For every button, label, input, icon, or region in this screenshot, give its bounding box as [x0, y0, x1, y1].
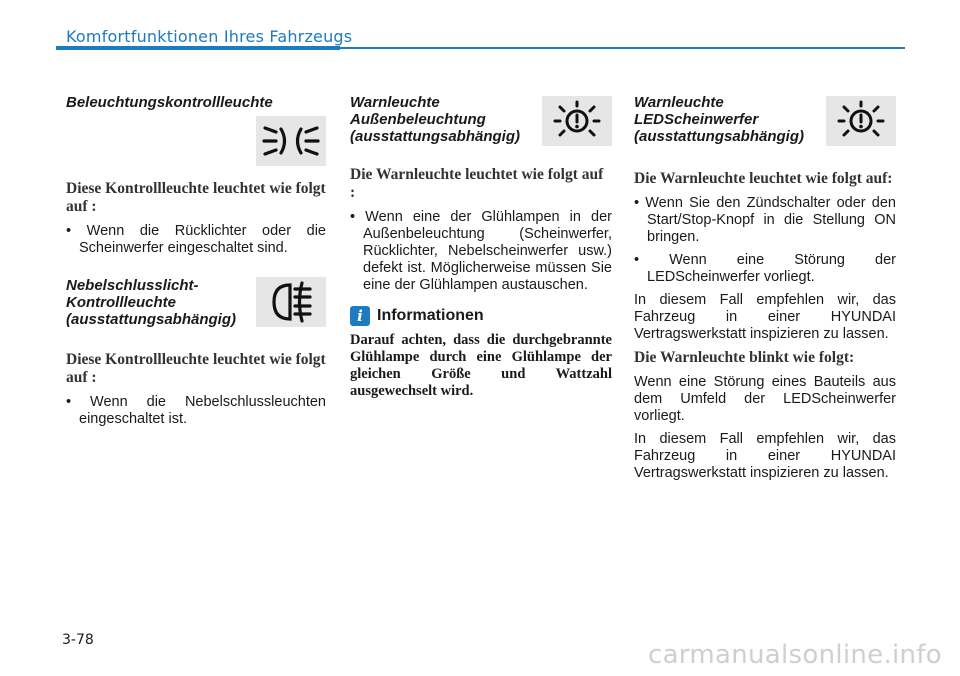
list-item: • Wenn die Rücklichter oder die Scheinwerfer eingeschaltet sind.	[66, 223, 326, 256]
page-number: 3-78	[62, 632, 94, 648]
section-heading: Nebelschlusslicht- Kontrollleuchte (ausstattungsabhängig)	[66, 277, 237, 328]
icon-box	[256, 277, 326, 327]
section-heading: Warnleuchte Außenbeleuchtung (ausstattungsabhängig)	[350, 94, 521, 145]
info-text: Darauf achten, dass die durchgebrannte Glühlampe durch eine Glühlampe der gleichen Größe und Wattzahl ausgewechselt wird.	[350, 332, 612, 399]
paragraph: Wenn eine Störung eines Bauteils aus dem Umfeld der LEDScheinwerfer vorliegt.	[634, 374, 896, 424]
list-item: • Wenn die Nebelschlussleuchten eingeschaltet ist.	[66, 394, 326, 427]
lead-text: Diese Kontrollleuchte leuchtet wie folgt auf :	[66, 180, 326, 215]
info-icon: i	[350, 306, 370, 326]
icon-box	[826, 96, 896, 146]
icon-box	[256, 116, 326, 166]
info-title: Informationen	[377, 307, 484, 324]
list-item: • Wenn eine der Glühlampen in der Außenbeleuchtung (Scheinwerfer, Rücklichter, Nebelscheinwerfer usw.) defekt ist. Möglicherweise müssen Sie eine der Glühlampen austauschen.	[350, 209, 612, 293]
list-item: • Wenn eine Störung der LEDScheinwerfer vorliegt.	[634, 252, 896, 285]
rear-fog-lamp-icon	[260, 279, 322, 325]
lead-text: Die Warnleuchte blinkt wie folgt:	[634, 349, 855, 366]
watermark: carmanualsonline.info	[647, 640, 942, 670]
info-box	[350, 306, 612, 400]
position-lamp-icon	[260, 119, 322, 163]
section-position-lamp	[66, 92, 326, 257]
lead-text: Diese Kontrollleuchte leuchtet wie folgt auf :	[66, 351, 326, 386]
section-title: Komfortfunktionen Ihres Fahrzeugs	[66, 27, 353, 46]
paragraph: In diesem Fall empfehlen wir, das Fahrzeug in einer HYUNDAI Vertragswerkstatt inspizieren zu lassen.	[634, 292, 896, 342]
paragraph: In diesem Fall empfehlen wir, das Fahrzeug in einer HYUNDAI Vertragswerkstatt inspizieren zu lassen.	[634, 431, 896, 481]
column-middle	[350, 92, 612, 400]
column-left	[66, 92, 326, 434]
list-item: • Wenn Sie den Zündschalter oder den Start/Stop-Knopf in die Stellung ON bringen.	[634, 195, 896, 245]
header-rule-thin	[340, 47, 905, 49]
header-rule	[56, 46, 340, 50]
lead-text: Die Warnleuchte leuchtet wie folgt auf:	[634, 170, 893, 187]
section-heading: Warnleuchte LEDScheinwerfer (ausstattungsabhängig)	[634, 94, 805, 145]
section-heading: Beleuchtungskontrollleuchte	[66, 94, 273, 111]
lead-text: Die Warnleuchte leuchtet wie folgt auf :	[350, 166, 604, 201]
section-rear-fog-lamp	[66, 275, 326, 428]
lamp-warning-icon	[547, 98, 607, 144]
icon-box	[542, 96, 612, 146]
led-warning-icon	[831, 98, 891, 144]
column-right	[634, 92, 896, 488]
